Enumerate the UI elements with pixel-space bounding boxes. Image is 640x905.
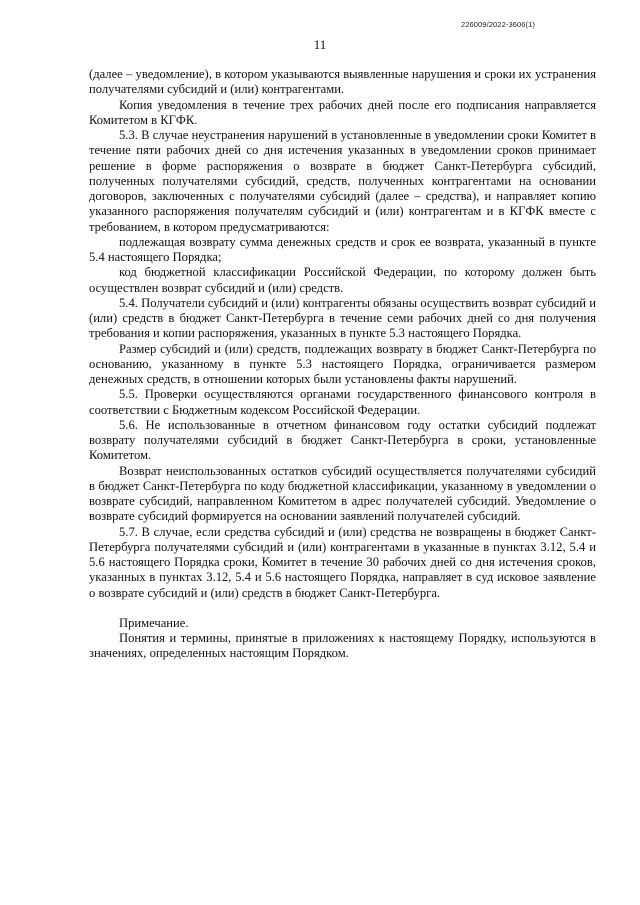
paragraph-5-6: 5.6. Не использованные в отчетном финансовом году остатки субсидий подлежат возврату получателями субсидий в бюджет Санкт-Петербурга в сроки, установленные Комитетом. [89, 417, 596, 463]
document-body [89, 67, 596, 662]
document-id: 226009/2022-3606(1) [460, 20, 535, 29]
paragraph-5-4: 5.4. Получатели субсидий и (или) контрагенты обязаны осуществить возврат субсидий и (или) средств в бюджет Санкт-Петербурга в течение семи рабочих дней со дня получения требования и копии распоряжения, указанных в пункте 5.3 настоящего Порядка. [89, 295, 596, 341]
paragraph-5-5: 5.5. Проверки осуществляются органами государственного финансового контроля в соответствии с Бюджетным кодексом Российской Федерации. [89, 387, 596, 417]
paragraph-notification-copy: Копия уведомления в течение трех рабочих дней после его подписания направляется Комитетом в КГФК. [89, 97, 596, 127]
note-text: Понятия и термины, принятые в приложениях к настоящему Порядку, используются в значениях, определенных настоящим Порядком. [89, 631, 596, 661]
page-number: 11 [313, 37, 327, 52]
paragraph-notification-continuation: (далее – уведомление), в котором указываются выявленные нарушения и сроки их устранения получателями субсидий и (или) контрагентами. [89, 67, 596, 97]
paragraph-5-3: 5.3. В случае неустранения нарушений в установленные в уведомлении сроки Комитет в течение пяти рабочих дней со дня истечения указанных в уведомлении сроков принимает решение в форме распоряжения о возврате в бюджет Санкт-Петербурга субсидий, полученных получателями субсидий, средств, полученных контрагентами на основании договоров, заключенных с получателями субсидий (далее – средства), и направляет копию указанного распоряжения получателям субсидий и (или) контрагентам и в КГФК вместе с требованием, в котором предусматриваются: [89, 128, 596, 234]
paragraph-5-4-size: Размер субсидий и (или) средств, подлежащих возврату в бюджет Санкт-Петербурга по основанию, указанному в пункте 5.3 настоящего Порядка, ограничивается размером денежных средств, в отношении которых были установлены факты нарушений. [89, 341, 596, 386]
note-heading: Примечание. [119, 615, 189, 630]
paragraph-5-3-amount: подлежащая возврату сумма денежных средств и срок ее возврата, указанный в пункте 5.4 настоящего Порядка; [89, 234, 596, 264]
paragraph-5-6-return: Возврат неиспользованных остатков субсидий осуществляется получателями субсидий в бюджет Санкт-Петербурга по коду бюджетной классификации, указанному в уведомлении о возврате субсидий, направленном Комитетом в адрес получателей субсидий. Уведомление о возврате субсидий формируется на основании заявлений получателей субсидий. [89, 463, 596, 524]
paragraph-5-7: 5.7. В случае, если средства субсидий и (или) средства не возвращены в бюджет Санкт-Петербурга получателями субсидий и (или) контрагентами в указанные в пунктах 3.12, 5.4 и 5.6 настоящего Порядка сроки, Комитет в течение 30 рабочих дней со дня истечения сроков, указанных в пунктах 3.12, 5.4 и 5.6 настоящего Порядка, направляет в суд исковое заявление о возврате субсидий и (или) средств в бюджет Санкт-Петербурга. [89, 524, 596, 600]
paragraph-5-3-code: код бюджетной классификации Российской Федерации, по которому должен быть осуществлен возврат субсидий и (или) средств. [89, 265, 596, 295]
